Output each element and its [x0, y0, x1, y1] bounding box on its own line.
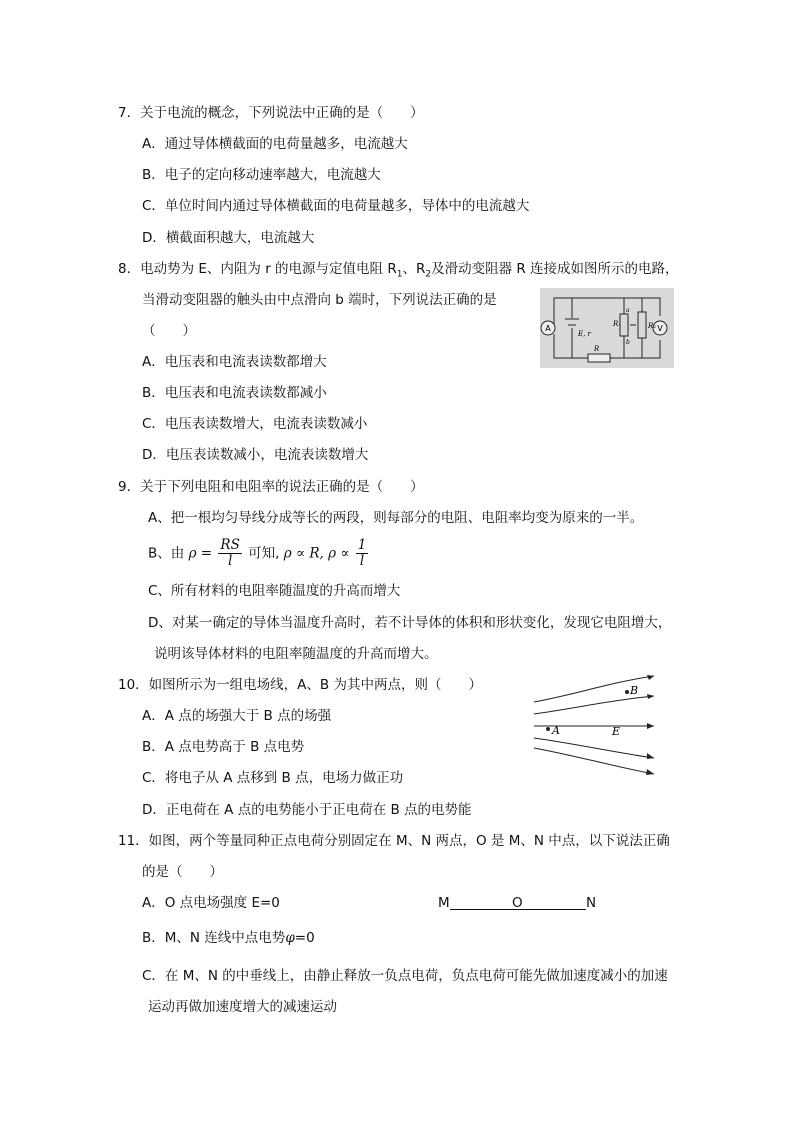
q10-e-label: E: [612, 725, 621, 738]
q10-field-lines: [532, 672, 660, 776]
q11-n-label: N: [586, 895, 597, 911]
q11-stem-line2: 的是（ ）: [142, 864, 223, 880]
q8-option-a: A．电压表和电流表读数都增大: [142, 354, 327, 370]
q11-option-c-line1: C．在 M、N 的中垂线上，由静止释放一负点电荷，负点电荷可能先做加速度减小的加速: [142, 968, 668, 984]
q10-option-b: B．A 点电势高于 B 点电势: [142, 739, 305, 755]
q9-option-b: B、由 ρ = $\frac{RS}{l}$ 可知, ρ ∝ R, ρ ∝ $\frac{1}{l}$: [148, 537, 367, 569]
q8-option-b: B．电压表和电流表读数都减小: [142, 385, 327, 401]
q7-option-a: A．通过导体横截面的电荷量越多，电流越大: [142, 136, 408, 152]
q10-option-a: A．A 点的场强大于 B 点的场强: [142, 708, 332, 724]
q10-option-c: C．将电子从 A 点移到 B 点，电场力做正功: [142, 770, 404, 786]
q9-stem: 9．关于下列电阻和电阻率的说法正确的是（ ）: [118, 479, 424, 495]
q10-stem: 10．如图所示为一组电场线，A、B 为其中两点，则（ ）: [118, 677, 482, 693]
q8-a-label: a: [626, 307, 630, 314]
q8-source-label: E, r: [578, 330, 591, 338]
q8-stem-line3: （ ）: [142, 323, 196, 339]
q10-point-a-label: A: [552, 724, 560, 737]
q10-option-d: D．正电荷在 A 点的电势能小于正电荷在 B 点的电势能: [142, 802, 472, 818]
q10-point-b-label: B: [630, 684, 639, 697]
q11-option-a: A．O 点电场强度 E=0: [142, 895, 280, 911]
q8-r1-label: R₁: [613, 320, 622, 328]
q8-circuit-diagram: [540, 288, 674, 368]
q7-stem: 7．关于电流的概念，下列说法中正确的是（ ）: [118, 105, 424, 121]
q9-option-d-line2: 说明该导体材料的电阻率随温度的升高而增大。: [154, 646, 438, 662]
q9-option-a: A、把一根均匀导线分成等长的两段，则每部分的电阻、电阻率均变为原来的一半。: [148, 510, 644, 526]
q8-option-c: C．电压表读数增大，电流表读数减小: [142, 416, 368, 432]
q11-m-label: M: [438, 895, 450, 911]
q8-r-label: R: [594, 345, 600, 353]
q8-stem-line1: 8．电动势为 E、内阻为 r 的电源与定值电阻 $R_1$、$R_2$及滑动变阻器 R 连接成如图所示的电路，: [118, 261, 679, 280]
q7-option-c: C．单位时间内通过导体横截面的电荷量越多，导体中的电流越大: [142, 198, 530, 214]
q11-option-c-line2: 运动再做加速度增大的减速运动: [148, 999, 337, 1015]
q8-ammeter-label: A: [545, 324, 551, 333]
q8-r2-label: R₂: [648, 322, 657, 330]
q9-option-c: C、所有材料的电阻率随温度的升高而增大: [148, 583, 401, 599]
q11-option-b: B．M、N 连线中点电势φ=0: [142, 930, 315, 946]
q8-voltmeter-label: V: [657, 324, 663, 333]
q8-stem-line2: 当滑动变阻器的触头由中点滑向 b 端时，下列说法正确的是: [142, 292, 497, 308]
q8-b-label: b: [626, 339, 630, 346]
q9-option-d-line1: D、对某一确定的导体当温度升高时，若不计导体的体积和形状变化，发现它电阻增大，: [148, 615, 672, 631]
q7-option-b: B．电子的定向移动速率越大，电流越大: [142, 167, 381, 183]
q11-o-label: O: [512, 895, 523, 911]
q11-stem-line1: 11．如图，两个等量同种正点电荷分别固定在 M、N 两点，O 是 M、N 中点，以下说法正确: [118, 833, 670, 849]
q8-option-d: D．电压表读数减小，电流表读数增大: [142, 447, 369, 463]
q7-option-d: D．横截面积越大，电流越大: [142, 230, 315, 246]
